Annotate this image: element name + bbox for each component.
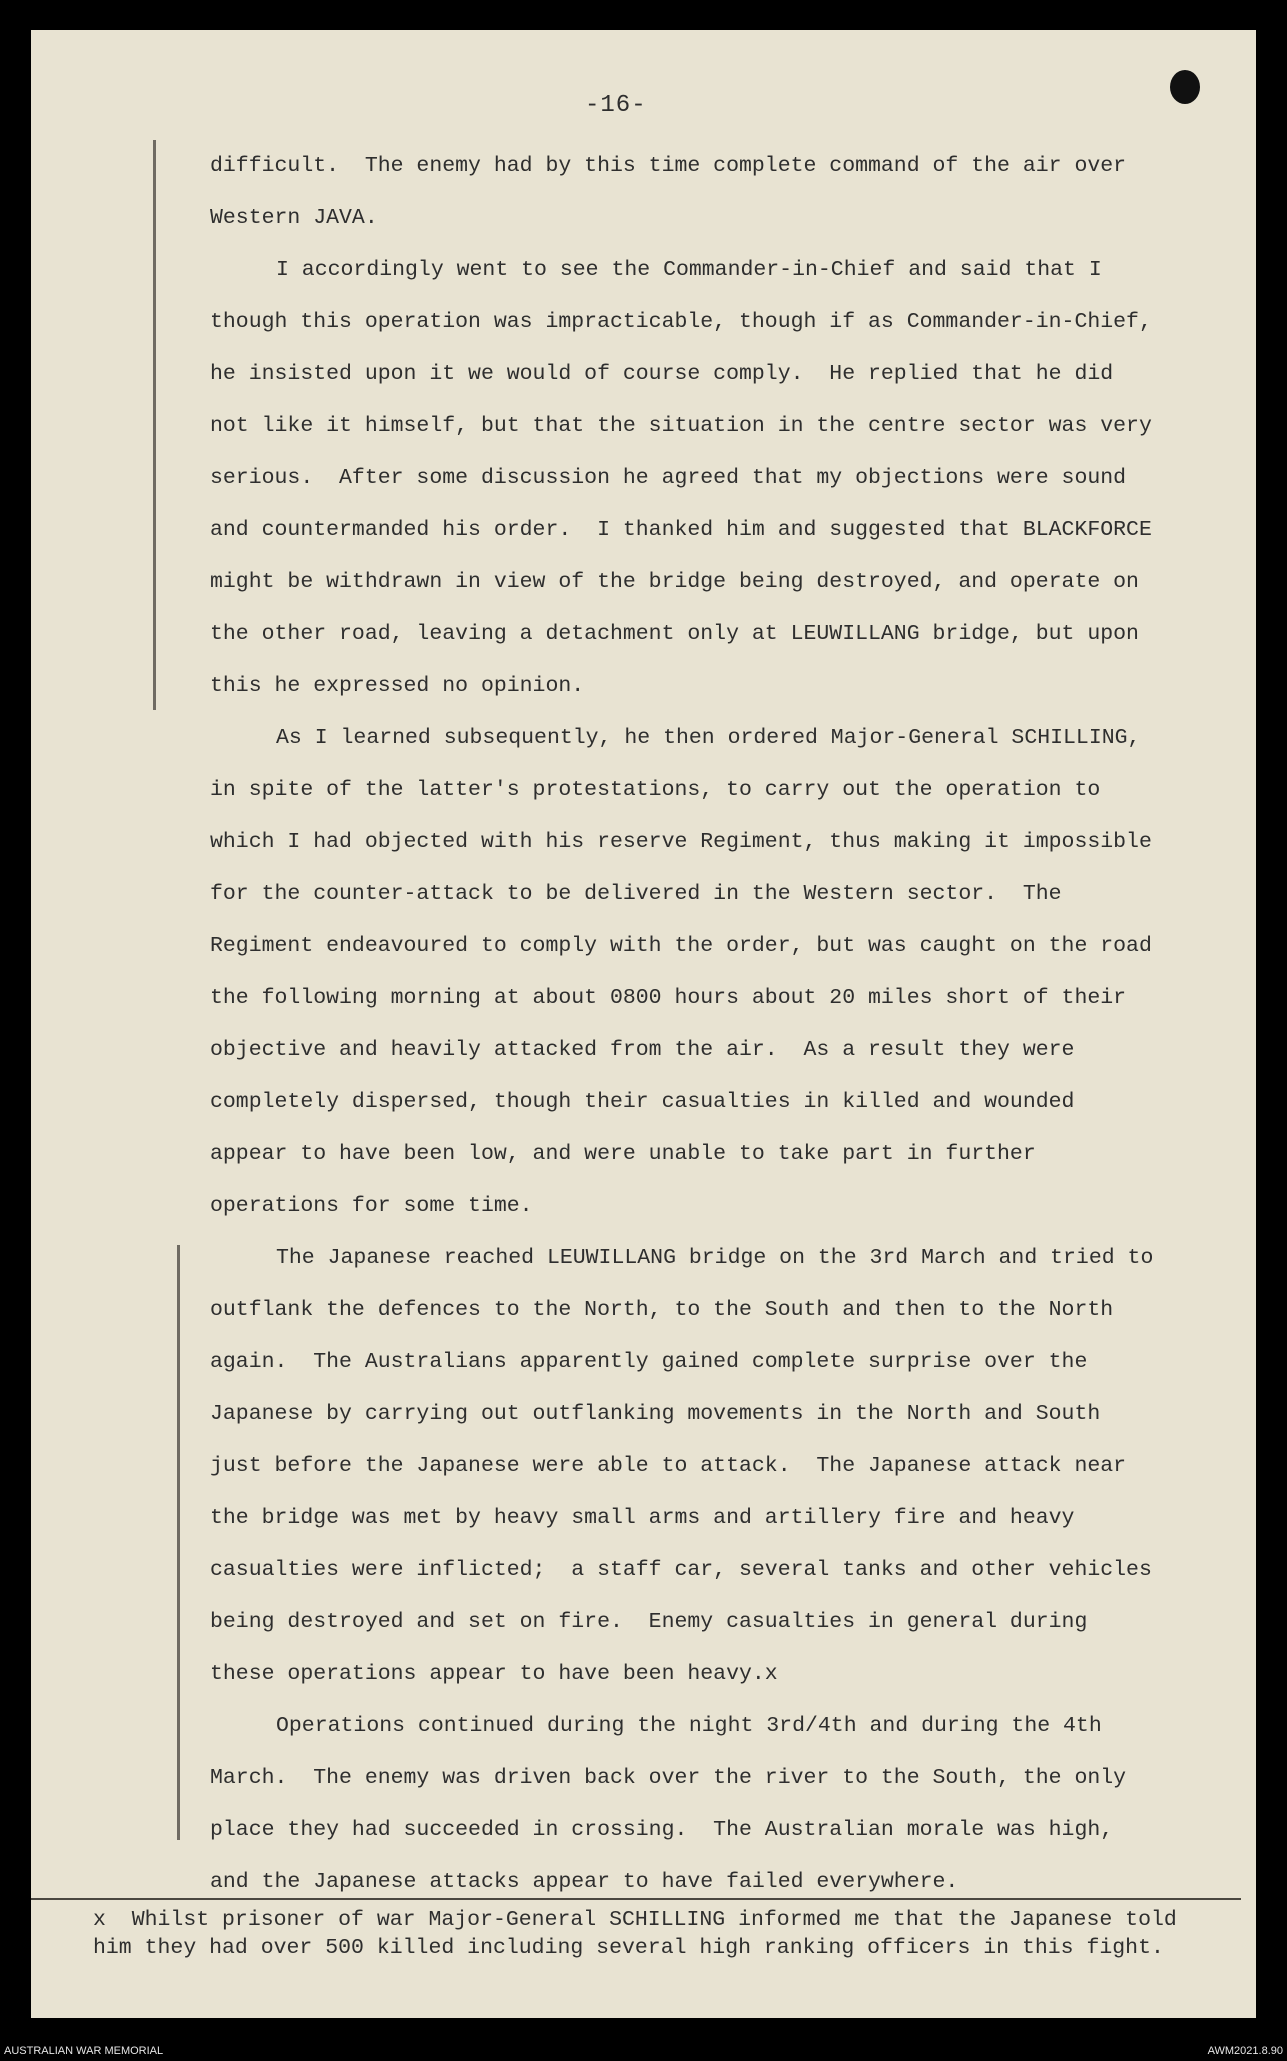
text-line: difficult. The enemy had by this time complete command of the air over <box>210 154 1127 178</box>
text-line: though this operation was impracticable, though if as Commander-in-Chief, <box>210 310 1152 334</box>
text-line: the following morning at about 0800 hours about 20 miles short of their <box>210 986 1127 1010</box>
footnote-line: x Whilst prisoner of war Major-General SCHILLING informed me that the Japanese told <box>93 1908 1177 1932</box>
text-line: appear to have been low, and were unable to take part in further <box>210 1142 1036 1166</box>
text-line: serious. After some discussion he agreed that my objections were sound <box>210 466 1127 490</box>
text-line: The Japanese reached LEUWILLANG bridge on the 3rd March and tried to <box>276 1246 1154 1270</box>
text-line: Japanese by carrying out outflanking movements in the North and South <box>210 1402 1101 1426</box>
text-line: this he expressed no opinion. <box>210 674 585 698</box>
text-line: being destroyed and set on fire. Enemy casualties in general during <box>210 1610 1088 1634</box>
text-line: which I had objected with his reserve Regiment, thus making it impossible <box>210 830 1152 854</box>
text-line: for the counter-attack to be delivered in the Western sector. The <box>210 882 1062 906</box>
text-line: again. The Australians apparently gained complete surprise over the <box>210 1350 1088 1374</box>
paragraph-2 <box>210 244 1170 712</box>
text-line: completely dispersed, though their casualties in killed and wounded <box>210 1090 1075 1114</box>
text-line: objective and heavily attacked from the air. As a result they were <box>210 1038 1075 1062</box>
archive-caption: AUSTRALIAN WAR MEMORIAL <box>4 2045 164 2057</box>
paragraph-1 <box>210 140 1170 244</box>
text-line: and the Japanese attacks appear to have failed everywhere. <box>210 1870 959 1894</box>
text-line: the other road, leaving a detachment only at LEUWILLANG bridge, but upon <box>210 622 1139 646</box>
text-line: Regiment endeavoured to comply with the order, but was caught on the road <box>210 934 1152 958</box>
text-line: the bridge was met by heavy small arms and artillery fire and heavy <box>210 1506 1075 1530</box>
punch-hole <box>1170 70 1200 104</box>
text-line: just before the Japanese were able to attack. The Japanese attack near <box>210 1454 1127 1478</box>
text-line: might be withdrawn in view of the bridge being destroyed, and operate on <box>210 570 1139 594</box>
margin-bar-1 <box>153 140 156 710</box>
text-line: outflank the defences to the North, to the South and then to the North <box>210 1298 1114 1322</box>
text-line: place they had succeeded in crossing. The Australian morale was high, <box>210 1818 1114 1842</box>
text-line: Western JAVA. <box>210 206 378 230</box>
paragraph-4 <box>210 1232 1170 1700</box>
footnote-line: him they had over 500 killed including several high ranking officers in this fight. <box>93 1936 1164 1960</box>
text-line: he insisted upon it we would of course comply. He replied that he did <box>210 362 1114 386</box>
text-line: I accordingly went to see the Commander-in-Chief and said that I <box>276 258 1102 282</box>
margin-bar-2 <box>177 1245 180 1840</box>
archive-reference: AWM2021.8.90 <box>1207 2045 1283 2057</box>
footnote <box>93 1906 1233 1962</box>
paragraph-5 <box>210 1700 1170 1908</box>
text-line: Operations continued during the night 3rd/4th and during the 4th <box>276 1714 1102 1738</box>
footnote-rule <box>31 1898 1241 1900</box>
text-line: in spite of the latter's protestations, to carry out the operation to <box>210 778 1101 802</box>
text-line: March. The enemy was driven back over the river to the South, the only <box>210 1766 1127 1790</box>
text-line: these operations appear to have been heavy.x <box>210 1662 778 1686</box>
text-line: not like it himself, but that the situation in the centre sector was very <box>210 414 1152 438</box>
text-line: casualties were inflicted; a staff car, several tanks and other vehicles <box>210 1558 1152 1582</box>
text-line: and countermanded his order. I thanked him and suggested that BLACKFORCE <box>210 518 1152 542</box>
page-number: -16- <box>585 92 647 119</box>
paragraph-3 <box>210 712 1170 1232</box>
text-line: As I learned subsequently, he then ordered Major-General SCHILLING, <box>276 726 1141 750</box>
text-line: operations for some time. <box>210 1194 533 1218</box>
